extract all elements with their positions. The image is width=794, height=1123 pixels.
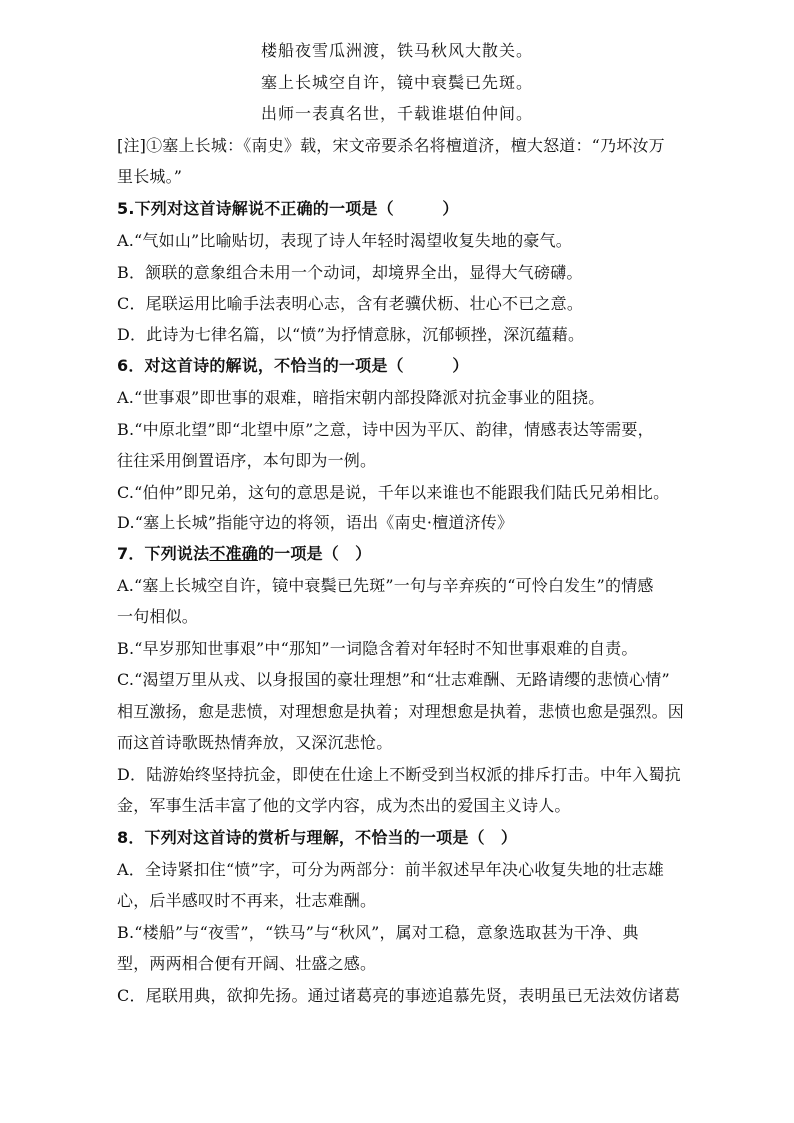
q5-option-d: D．此诗为七律名篇，以“愤”为抒情意脉，沉郁顿挫，深沉蕴藉。 (117, 325, 585, 344)
q8-option-b-line1: B.“楼船”与“夜雪”，“铁马”与“秋风”，属对工稳，意象选取甚为干净、典 (117, 923, 639, 942)
poem-line-1: 楼船夜雪瓜洲渡，铁马秋风大散关。 (260, 41, 533, 60)
question-6-stem: 6．对这首诗的解说，不恰当的一项是（ ） (117, 356, 469, 375)
q8-option-a-line1: A．全诗紧扣住“愤”字，可分为两部分：前半叙述早年决心收复失地的壮志雄 (117, 860, 664, 879)
poem-line-2: 塞上长城空自许，镜中衰鬓已先斑。 (260, 73, 533, 92)
q7-option-a-line2: 一句相似。 (117, 607, 199, 626)
q7-stem-suffix: 的一项是（ ） (257, 544, 372, 563)
note-line-2: 里长城。” (117, 167, 183, 186)
question-8-stem: 8．下列对这首诗的赏析与理解，不恰当的一项是（ ） (117, 828, 518, 847)
q8-option-a-line2: 心，后半感叹时不再来，壮志难酬。 (117, 891, 377, 910)
q7-option-a-line1: A.“塞上长城空自许，镜中衰鬓已先斑”一句与辛弃疾的“可怜白发生”的情感 (117, 576, 654, 595)
q6-option-d: D.“塞上长城”指能守边的将领，语出《南史·檀道济传》 (117, 513, 514, 532)
q8-option-b-line2: 型，两两相合便有开阔、壮盛之感。 (117, 954, 377, 973)
q7-option-c-line1: C.“渴望万里从戎、以身报国的豪壮理想”和“壮志难酬、无路请缨的悲愤心情” (117, 670, 670, 689)
q5-option-b: B．颔联的意象组合未用一个动词，却境界全出，显得大气磅礴。 (117, 263, 583, 282)
q6-option-c: C.“伯仲”即兄弟，这句的意思是说，千年以来谁也不能跟我们陆氏兄弟相比。 (117, 483, 670, 502)
q7-option-d-line2: 金，军事生活丰富了他的文学内容，成为杰出的爱国主义诗人。 (117, 796, 571, 815)
q7-stem-prefix: 7．下列说法 (117, 544, 210, 563)
q8-option-c-line1: C．尾联用典，欲抑先扬。通过诸葛亮的事迹追慕先贤，表明虽已无法效仿诸葛 (117, 986, 681, 1005)
q7-option-d-line1: D．陆游始终坚持抗金，即使在仕途上不断受到当权派的排斥打击。中年入蜀抗 (117, 765, 681, 784)
question-5-stem: 5.下列对这首诗解说不正确的一项是（ ） (117, 199, 459, 218)
q6-option-b-line2: 往往采用倒置语序，本句即为一例。 (117, 451, 377, 470)
note-line-1: [注]①塞上长城：《南史》载，宋文帝要杀名将檀道济，檀大怒道：“乃坏汝万 (117, 136, 665, 155)
q7-option-c-line2: 相互激扬，愈是悲愤，对理想愈是执着；对理想愈是执着，悲愤也愈是强烈。因 (117, 702, 685, 721)
q7-option-b: B.“早岁那知世事艰”中“那知”一词隐含着对年轻时不知世事艰难的自责。 (117, 639, 638, 658)
q5-option-a: A.“气如山”比喻贴切，表现了诗人年轻时渴望收复失地的豪气。 (117, 231, 573, 250)
q6-option-b-line1: B.“中原北望”即“北望中原”之意，诗中因为平仄、韵律，情感表达等需要， (117, 420, 654, 439)
q7-option-c-line3: 而这首诗歌既热情奔放，又深沉悲怆。 (117, 733, 393, 752)
poem-line-3: 出师一表真名世，千载谁堪伯仲间。 (260, 104, 533, 123)
question-7-stem (117, 541, 687, 564)
q7-stem-underlined: 不准确 (209, 544, 258, 563)
q5-option-c: C．尾联运用比喻手法表明心志，含有老骥伏枥、壮心不已之意。 (117, 294, 584, 313)
q6-option-a: A.“世事艰”即世事的艰难，暗指宋朝内部投降派对抗金事业的阻挠。 (117, 388, 605, 407)
